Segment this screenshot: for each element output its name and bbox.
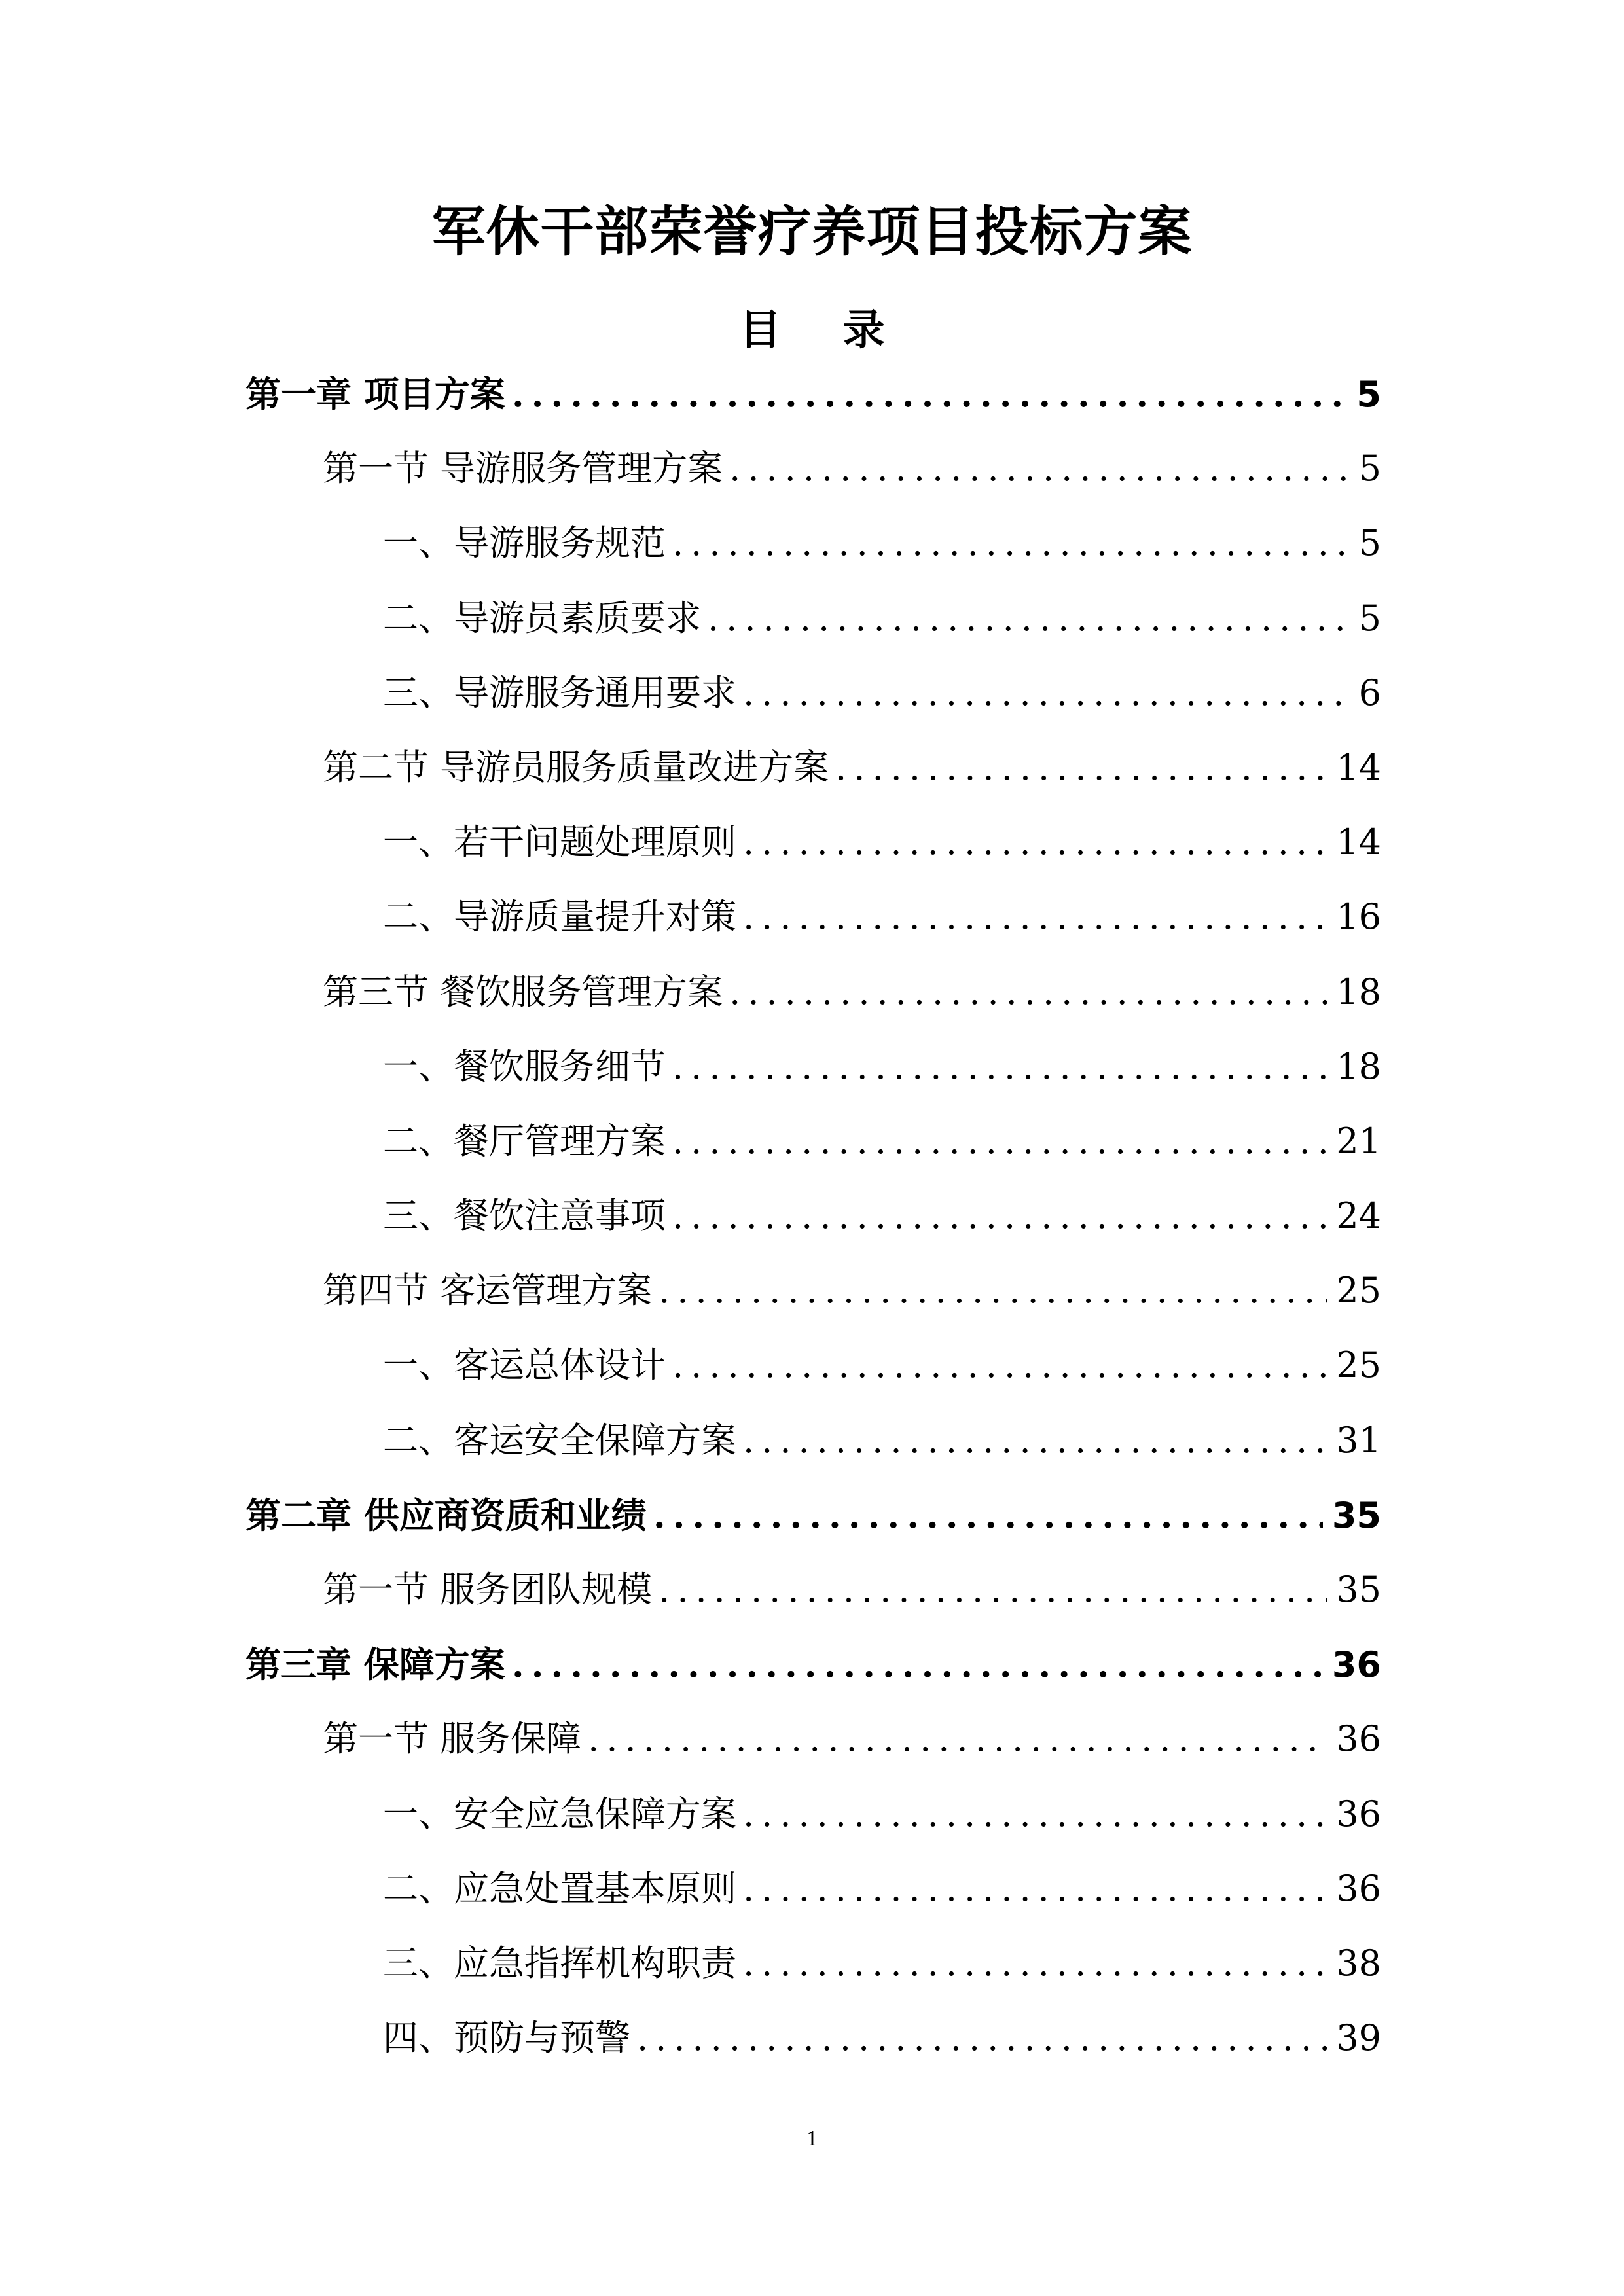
toc-entry-level-3[interactable] [245, 880, 1381, 954]
toc-entry-label: 第四节 客运管理方案 [323, 1270, 653, 1312]
toc-entry-label: 第二节 导游员服务质量改进方案 [323, 746, 829, 788]
toc-heading: 目 录 [739, 306, 909, 355]
toc-entry-page: 36 [1336, 1867, 1381, 1909]
toc-entry-level-3[interactable] [245, 1030, 1381, 1104]
toc-entry-level-3[interactable] [245, 581, 1381, 656]
toc-entry-label: 一、客运总体设计 [383, 1344, 666, 1386]
toc-entry-label: 四、预防与预警 [383, 2017, 630, 2059]
toc-leader-dots [672, 1179, 1327, 1253]
toc-leader-dots [659, 1552, 1327, 1627]
toc-entry-label: 第三章 保障方案 [245, 1644, 505, 1686]
toc-entry-level-2[interactable] [245, 1702, 1381, 1776]
toc-entry-level-1[interactable] [245, 1627, 1381, 1702]
toc-entry-label: 第一章 项目方案 [245, 374, 505, 415]
toc-entry-page: 24 [1336, 1195, 1381, 1237]
toc-entry-page: 14 [1336, 746, 1381, 788]
toc-leader-dots [743, 1403, 1327, 1478]
toc-entry-level-3[interactable] [245, 1926, 1381, 2001]
toc-entry-level-2[interactable] [245, 955, 1381, 1030]
toc-entry-level-3[interactable] [245, 805, 1381, 880]
toc-leader-dots [512, 357, 1348, 431]
toc-entry-label: 二、导游质量提升对策 [383, 896, 736, 938]
toc-entry-label: 二、应急处置基本原则 [383, 1867, 736, 1909]
toc-entry-level-3[interactable] [245, 2001, 1381, 2075]
toc-entry-page: 5 [1356, 374, 1381, 415]
toc-entry-page: 5 [1358, 448, 1381, 490]
toc-entry-page: 18 [1336, 1045, 1381, 1087]
toc-entry-page: 25 [1336, 1270, 1381, 1312]
toc-entry-label: 三、应急指挥机构职责 [383, 1942, 736, 1984]
toc-entry-label: 一、安全应急保障方案 [383, 1793, 736, 1835]
toc-leader-dots [672, 1030, 1327, 1104]
toc-leader-dots [743, 805, 1327, 880]
toc-entry-label: 第一节 服务团队规模 [323, 1569, 653, 1610]
toc-entry-page: 36 [1336, 1793, 1381, 1835]
toc-entry-label: 三、餐饮注意事项 [383, 1195, 666, 1237]
toc-entry-label: 三、导游服务通用要求 [383, 672, 736, 713]
toc-leader-dots [743, 1852, 1327, 1926]
toc-entry-page: 25 [1336, 1344, 1381, 1386]
page-number: 1 [806, 2126, 818, 2151]
toc-leader-dots [729, 431, 1349, 506]
toc-leader-dots [637, 2001, 1327, 2075]
toc-entry-level-3[interactable] [245, 506, 1381, 581]
toc-entry-label: 一、导游服务规范 [383, 522, 666, 564]
toc-leader-dots [672, 506, 1350, 581]
toc-entry-level-3[interactable] [245, 656, 1381, 730]
toc-entry-level-2[interactable] [245, 730, 1381, 805]
toc-entry-page: 21 [1336, 1120, 1381, 1162]
toc-leader-dots [835, 730, 1327, 805]
toc-entry-label: 二、餐厅管理方案 [383, 1120, 666, 1162]
toc-leader-dots [672, 1328, 1327, 1403]
toc-entry-label: 第三节 餐饮服务管理方案 [323, 971, 723, 1013]
toc-entry-label: 二、客运安全保障方案 [383, 1419, 736, 1461]
toc-entry-level-3[interactable] [245, 1179, 1381, 1253]
toc-entry-label: 第二章 供应商资质和业绩 [245, 1494, 647, 1536]
toc-leader-dots [743, 880, 1327, 954]
toc-entry-level-3[interactable] [245, 1403, 1381, 1478]
toc-entry-page: 36 [1331, 1644, 1381, 1686]
toc-entry-level-3[interactable] [245, 1104, 1381, 1179]
document-title: 军休干部荣誉疗养项目投标方案 [431, 201, 1193, 263]
toc-leader-dots [729, 955, 1327, 1030]
toc-entry-level-3[interactable] [245, 1777, 1381, 1852]
toc-leader-dots [588, 1702, 1327, 1776]
toc-entry-label: 一、餐饮服务细节 [383, 1045, 666, 1087]
toc-entry-page: 5 [1358, 597, 1381, 639]
toc-leader-dots [512, 1627, 1323, 1702]
toc-entry-level-1[interactable] [245, 1478, 1381, 1552]
toc-entry-page: 6 [1358, 672, 1381, 713]
toc-entry-label: 第一节 服务保障 [323, 1718, 582, 1760]
toc-leader-dots [743, 656, 1350, 730]
toc-entry-page: 39 [1336, 2017, 1381, 2059]
toc-leader-dots [672, 1104, 1327, 1179]
toc-entry-page: 14 [1336, 821, 1381, 863]
toc-entry-level-3[interactable] [245, 1852, 1381, 1926]
toc-entry-page: 35 [1336, 1569, 1381, 1610]
toc-entry-level-2[interactable] [245, 431, 1381, 506]
table-of-contents [245, 357, 1381, 2075]
toc-entry-page: 16 [1336, 896, 1381, 938]
toc-leader-dots [743, 1926, 1327, 2001]
toc-entry-level-2[interactable] [245, 1552, 1381, 1627]
toc-entry-label: 二、导游员素质要求 [383, 597, 701, 639]
toc-leader-dots [653, 1478, 1323, 1552]
toc-entry-page: 35 [1331, 1494, 1381, 1536]
toc-leader-dots [743, 1777, 1327, 1852]
toc-entry-page: 18 [1336, 971, 1381, 1013]
toc-entry-page: 36 [1336, 1718, 1381, 1760]
toc-entry-level-2[interactable] [245, 1253, 1381, 1328]
toc-entry-level-1[interactable] [245, 357, 1381, 431]
toc-entry-label: 第一节 导游服务管理方案 [323, 448, 723, 490]
toc-leader-dots [708, 581, 1350, 656]
toc-entry-label: 一、若干问题处理原则 [383, 821, 736, 863]
toc-entry-page: 38 [1336, 1942, 1381, 1984]
toc-entry-level-3[interactable] [245, 1328, 1381, 1403]
toc-leader-dots [659, 1253, 1327, 1328]
toc-entry-page: 31 [1336, 1419, 1381, 1461]
toc-entry-page: 5 [1358, 522, 1381, 564]
